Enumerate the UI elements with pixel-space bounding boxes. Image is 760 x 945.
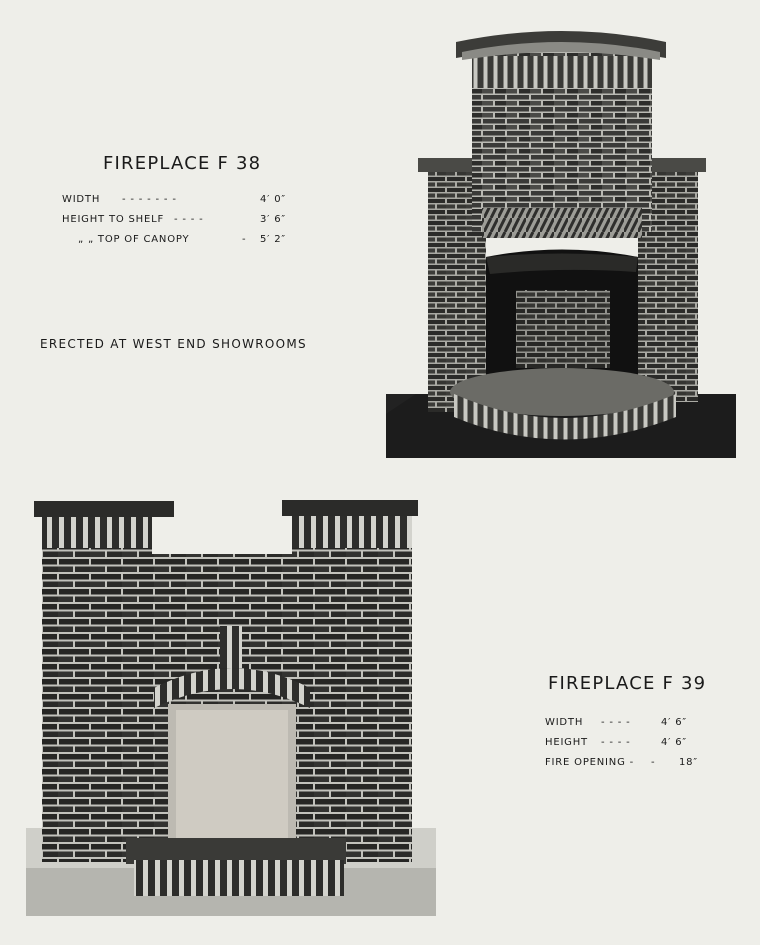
- spec-value: 4′ 0″: [260, 194, 286, 205]
- f38-spec-height-shelf: [62, 214, 312, 234]
- spec-value: 5′ 2″: [260, 234, 286, 245]
- spec-value: 4′ 6″: [661, 717, 687, 728]
- spec-dashes: - - - - - - -: [122, 194, 177, 205]
- spec-label: FIRE OPENING -: [545, 757, 635, 768]
- f39-spec-height: [545, 737, 715, 757]
- spec-dashes: -: [651, 757, 656, 768]
- f39-title: FIREPLACE F 39: [548, 673, 707, 694]
- f38-spec-table: [62, 194, 312, 254]
- f38-title: FIREPLACE F 38: [103, 153, 262, 174]
- f39-spec-table: [545, 717, 715, 777]
- spec-dashes: -: [242, 234, 247, 245]
- spec-label: WIDTH: [62, 194, 101, 205]
- brick-fireplace-illustration: [26, 498, 436, 916]
- f39-photo: [26, 498, 436, 916]
- spec-label: „ „ TOP OF CANOPY: [78, 234, 190, 245]
- spec-dashes: - - - -: [174, 214, 204, 225]
- spec-label: HEIGHT TO SHELF: [62, 214, 165, 225]
- spec-label: HEIGHT: [545, 737, 588, 748]
- spec-value: 18″: [679, 757, 698, 768]
- spec-value: 4′ 6″: [661, 737, 687, 748]
- corner-fireplace-illustration: [386, 22, 736, 458]
- f38-spec-width: [62, 194, 312, 214]
- spec-dashes: - - - -: [601, 717, 631, 728]
- spec-value: 3′ 6″: [260, 214, 286, 225]
- f38-caption: ERECTED AT WEST END SHOWROOMS: [40, 337, 307, 351]
- f38-photo: [386, 22, 736, 458]
- spec-label: WIDTH: [545, 717, 584, 728]
- f38-spec-height-canopy: [62, 234, 312, 254]
- f39-spec-width: [545, 717, 715, 737]
- spec-dashes: - - - -: [601, 737, 631, 748]
- f39-spec-fire-opening: [545, 757, 715, 777]
